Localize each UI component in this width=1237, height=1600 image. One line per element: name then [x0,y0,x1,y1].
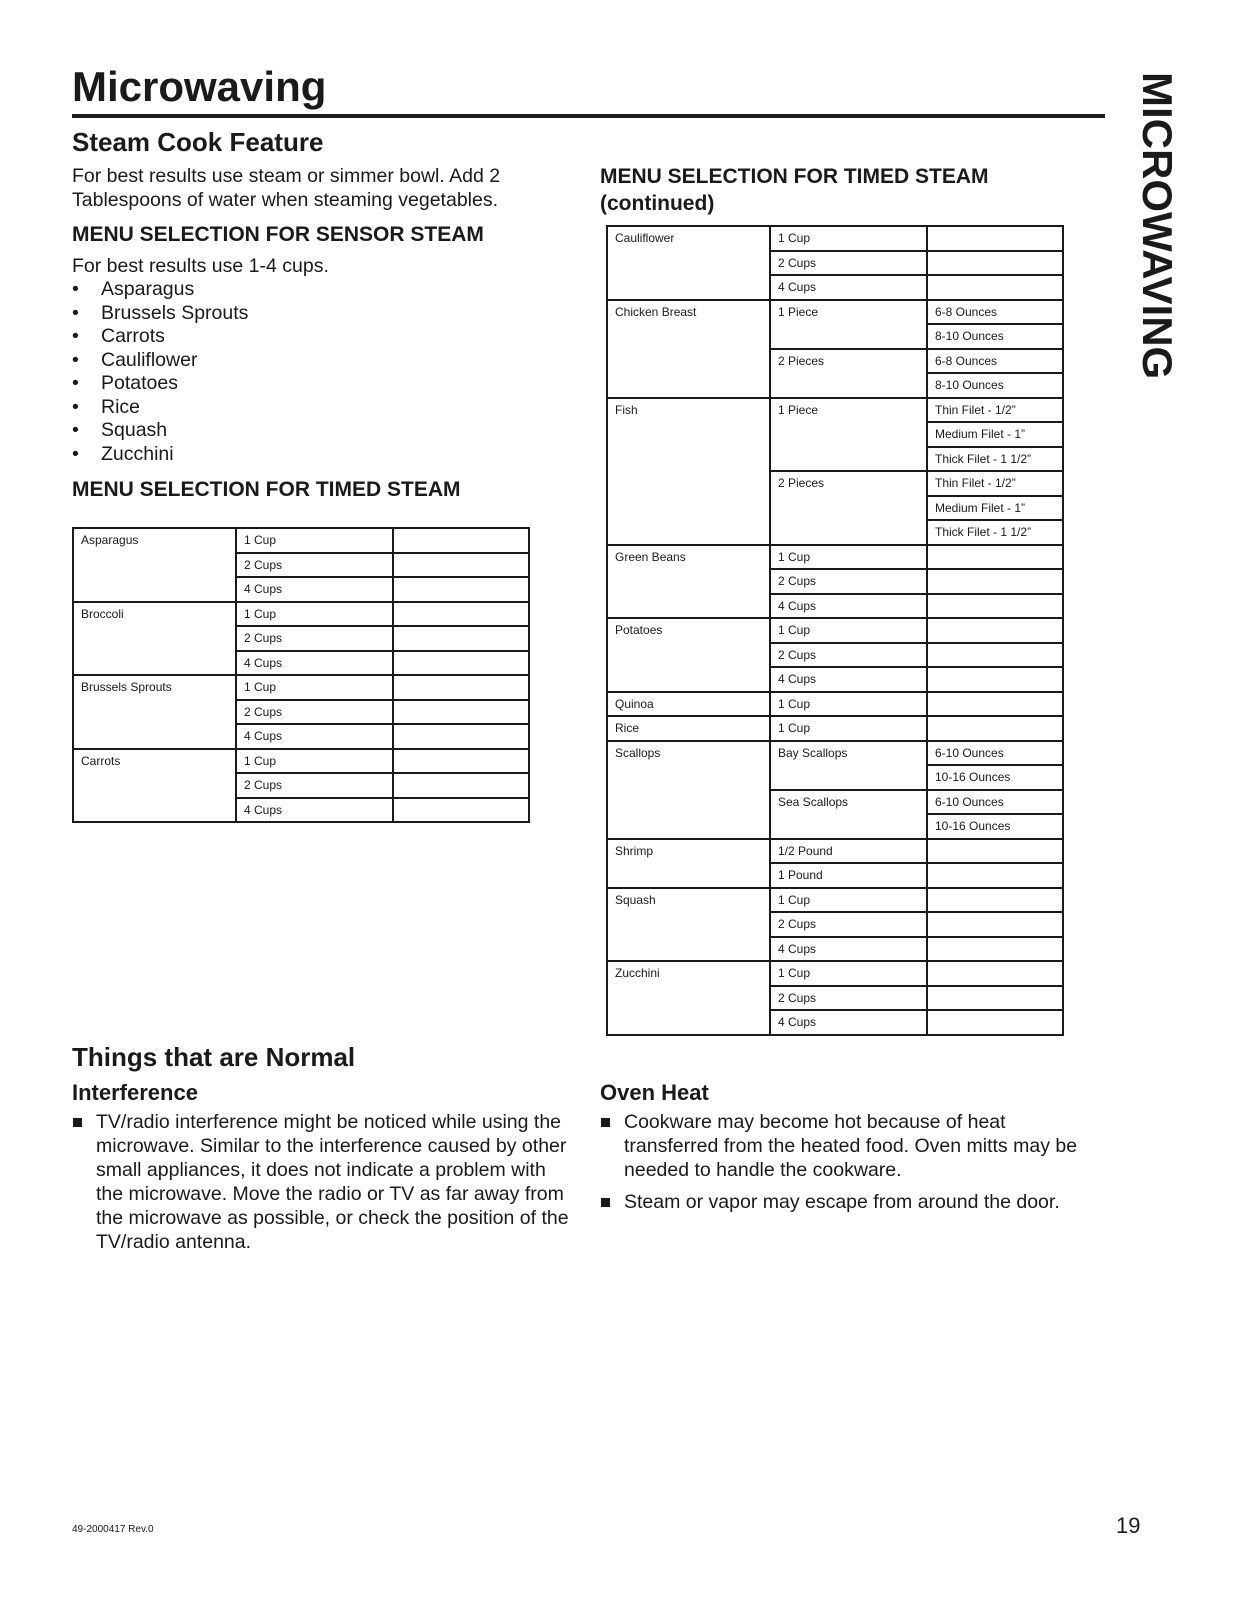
size-cell [393,602,529,627]
size-cell [393,773,529,798]
sensor-steam-item: • Brussels Sprouts [72,302,552,326]
size-cell [927,937,1063,962]
amount-cell: 4 Cups [770,937,927,962]
size-cell [927,594,1063,619]
amount-cell: 1 Cup [236,749,393,774]
amount-cell: 2 Pieces [770,471,927,545]
amount-cell: 4 Cups [770,275,927,300]
sensor-steam-item: • Asparagus [72,278,552,302]
table-row [73,602,529,627]
table-row [607,961,1063,986]
table-row [607,398,1063,423]
size-cell [393,553,529,578]
size-cell [927,839,1063,864]
document-code: 49-2000417 Rev.0 [72,1524,154,1535]
amount-cell: 1 Cup [770,692,927,717]
timed-steam-continued-label: (continued) [600,192,715,215]
table-row [607,839,1063,864]
size-cell [393,749,529,774]
food-cell: Squash [607,888,770,962]
amount-cell: 1 Piece [770,300,927,349]
amount-cell: 4 Cups [236,651,393,676]
oven-heat-item: Steam or vapor may escape from around the door. [600,1190,1100,1214]
page-number: 19 [1116,1513,1141,1538]
sensor-steam-heading: MENU SELECTION FOR SENSOR STEAM [72,223,484,246]
size-cell [393,675,529,700]
amount-cell: 1 Cup [236,675,393,700]
food-cell: Asparagus [73,528,236,602]
page-title: Microwaving [72,63,327,110]
sensor-steam-item: • Rice [72,396,552,420]
size-cell [927,888,1063,913]
size-cell [393,798,529,823]
food-cell: Chicken Breast [607,300,770,398]
size-cell [927,618,1063,643]
amount-cell: 1 Cup [236,528,393,553]
size-cell [393,528,529,553]
food-cell: Zucchini [607,961,770,1035]
amount-cell: 1 Cup [770,545,927,570]
amount-cell: 2 Cups [236,626,393,651]
sensor-steam-item: • Potatoes [72,372,552,396]
food-cell: Quinoa [607,692,770,717]
table-row [607,716,1063,741]
amount-cell: 1 Cup [770,716,927,741]
size-cell: Thick Filet - 1 1/2” [927,447,1063,472]
amount-cell: Sea Scallops [770,790,927,839]
title-divider [72,114,1105,118]
side-tab-label: MICROWAVING [1134,72,1181,380]
size-cell: 6-10 Ounces [927,790,1063,815]
amount-cell: 1 Cup [770,618,927,643]
interference-section [72,1080,577,1262]
table-row [73,528,529,553]
food-cell: Shrimp [607,839,770,888]
timed-steam-continued-header [600,163,1080,217]
amount-cell: 1 Pound [770,863,927,888]
food-cell: Cauliflower [607,226,770,300]
food-cell: Green Beans [607,545,770,619]
size-cell [927,863,1063,888]
food-cell: Carrots [73,749,236,823]
amount-cell: 2 Cups [236,773,393,798]
size-cell: 6-8 Ounces [927,300,1063,325]
amount-cell: 1 Cup [236,602,393,627]
table-row [607,888,1063,913]
size-cell [393,626,529,651]
size-cell: 10-16 Ounces [927,814,1063,839]
size-cell: 6-8 Ounces [927,349,1063,374]
size-cell [927,667,1063,692]
table-row [73,749,529,774]
size-cell [927,716,1063,741]
amount-cell: 2 Cups [770,986,927,1011]
steam-cook-section [72,127,552,503]
amount-cell: 4 Cups [236,724,393,749]
amount-cell: 4 Cups [770,594,927,619]
sensor-steam-item: • Carrots [72,325,552,349]
timed-steam-continued-heading: MENU SELECTION FOR TIMED STEAM [600,165,989,188]
amount-cell: 2 Cups [236,553,393,578]
oven-heat-section [600,1080,1100,1222]
table-row [607,618,1063,643]
table-row [607,300,1063,325]
amount-cell: 4 Cups [236,577,393,602]
amount-cell: 2 Cups [770,643,927,668]
timed-steam-table [72,527,530,823]
steam-cook-heading: Steam Cook Feature [72,127,324,157]
table-row [607,741,1063,766]
size-cell [927,275,1063,300]
size-cell [927,545,1063,570]
sensor-steam-list [72,278,552,466]
table-row [607,226,1063,251]
sensor-steam-intro: For best results use 1-4 cups. [72,255,329,277]
sensor-steam-item: • Cauliflower [72,349,552,373]
size-cell: 8-10 Ounces [927,373,1063,398]
amount-cell: 2 Cups [770,912,927,937]
size-cell [927,251,1063,276]
food-cell: Brussels Sprouts [73,675,236,749]
food-cell: Fish [607,398,770,545]
interference-list [72,1110,577,1254]
size-cell [927,961,1063,986]
size-cell [927,643,1063,668]
size-cell [927,569,1063,594]
size-cell: Thick Filet - 1 1/2” [927,520,1063,545]
size-cell [393,724,529,749]
amount-cell: 4 Cups [770,667,927,692]
food-cell: Rice [607,716,770,741]
timed-steam-table-continued [606,225,1064,1036]
oven-heat-heading: Oven Heat [600,1080,709,1105]
timed-steam-heading: MENU SELECTION FOR TIMED STEAM [72,478,461,501]
interference-heading: Interference [72,1080,198,1105]
food-cell: Broccoli [73,602,236,676]
amount-cell: 1 Cup [770,888,927,913]
sensor-steam-item: • Squash [72,419,552,443]
size-cell [393,577,529,602]
amount-cell: 1 Piece [770,398,927,472]
amount-cell: 1 Cup [770,226,927,251]
size-cell [927,692,1063,717]
size-cell: Medium Filet - 1” [927,496,1063,521]
size-cell [927,986,1063,1011]
interference-item: TV/radio interference might be noticed while using the microwave. Similar to the interference caused by other small appliances, it does not indicate a problem with the microwave. Move the radio or TV as far away from the microwave as possible, or check the position of the TV/radio antenna. [72,1110,577,1254]
size-cell: 8-10 Ounces [927,324,1063,349]
size-cell [393,651,529,676]
amount-cell: 4 Cups [236,798,393,823]
size-cell: 6-10 Ounces [927,741,1063,766]
amount-cell: 4 Cups [770,1010,927,1035]
oven-heat-item: Cookware may become hot because of heat transferred from the heated food. Oven mitts may be needed to handle the cookware. [600,1110,1100,1182]
size-cell [927,226,1063,251]
amount-cell: 2 Cups [770,569,927,594]
size-cell: Medium Filet - 1” [927,422,1063,447]
table-row [73,675,529,700]
amount-cell: 2 Cups [236,700,393,725]
amount-cell: 2 Cups [770,251,927,276]
steam-cook-intro-line1: For best results use steam or simmer bowl. Add 2 [72,165,501,187]
normal-heading: Things that are Normal [72,1042,356,1072]
table-row [607,545,1063,570]
sensor-steam-item: • Zucchini [72,443,552,467]
food-cell: Potatoes [607,618,770,692]
size-cell [927,912,1063,937]
table-row [607,692,1063,717]
amount-cell: Bay Scallops [770,741,927,790]
oven-heat-list [600,1110,1100,1214]
size-cell: Thin Filet - 1/2” [927,398,1063,423]
food-cell: Scallops [607,741,770,839]
size-cell [393,700,529,725]
size-cell [927,1010,1063,1035]
size-cell: 10-16 Ounces [927,765,1063,790]
steam-cook-intro-line2: Tablespoons of water when steaming vegetables. [72,189,499,211]
amount-cell: 2 Pieces [770,349,927,398]
amount-cell: 1 Cup [770,961,927,986]
size-cell: Thin Filet - 1/2” [927,471,1063,496]
amount-cell: 1/2 Pound [770,839,927,864]
